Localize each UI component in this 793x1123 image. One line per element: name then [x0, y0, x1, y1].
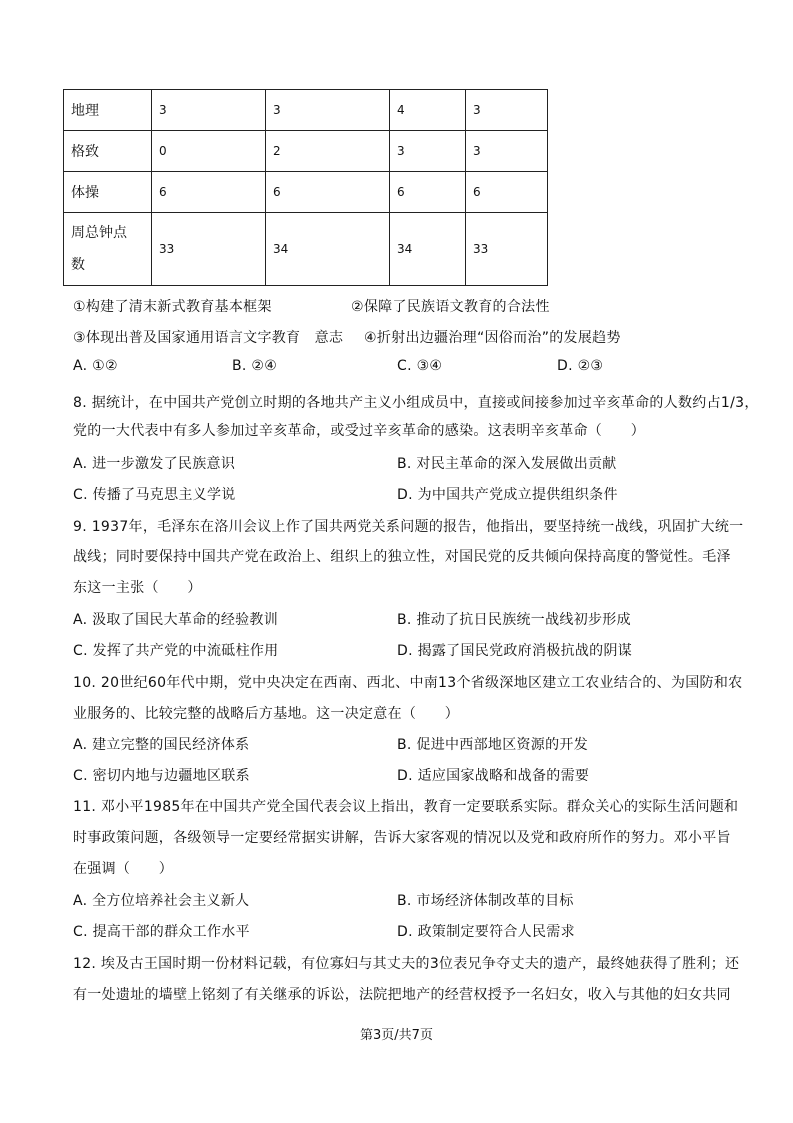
question-text: 12. 埃及古王国时期一份材料记载，有位寡妇与其丈夫的3位表兄争夺丈夫的遗产，最终她获得了胜利；还 [73, 956, 740, 972]
question-text: 党的一大代表中有多人参加过辛亥革命，或受过辛亥革命的感染。这表明辛亥革命（ ） [73, 423, 645, 439]
option-c: C. ③④ [397, 358, 443, 374]
table-row [64, 172, 548, 213]
row-label: 体操 [64, 172, 152, 213]
table-cell: 3 [466, 131, 548, 172]
row-label-line: 周总钟点 [71, 225, 127, 241]
table-cell: 4 [390, 90, 466, 131]
row-label [64, 213, 152, 286]
table-row [64, 90, 548, 131]
option-d: D. 为中国共产党成立提供组织条件 [397, 487, 618, 503]
table-cell: 34 [266, 213, 390, 286]
statement: ①构建了清末新式教育基本框架 [73, 299, 272, 315]
table-cell: 6 [390, 172, 466, 213]
option-d: D. 揭露了国民党政府消极抗战的阴谋 [397, 643, 633, 659]
option-a: A. 建立完整的国民经济体系 [73, 737, 250, 753]
statement: ②保障了民族语文教育的合法性 [351, 299, 550, 315]
table-cell: 33 [466, 213, 548, 286]
table-cell: 6 [266, 172, 390, 213]
table-cell: 3 [152, 90, 266, 131]
row-label-line: 数 [71, 257, 85, 273]
question-text: 战线；同时要保持中国共产党在政治上、组织上的独立性，对国民党的反共倾向保持高度的警觉性。毛泽 [73, 549, 731, 565]
option-b: B. ②④ [232, 358, 278, 374]
option-d: D. ②③ [557, 358, 604, 374]
option-b: B. 促进中西部地区资源的开发 [397, 737, 589, 753]
table-row [64, 213, 548, 286]
option-b: B. 推动了抗日民族统一战线初步形成 [397, 612, 631, 628]
option-c: C. 密切内地与边疆地区联系 [73, 768, 250, 784]
question-text: 10. 20世纪60年代中期，党中央决定在西南、西北、中南13个省级深地区建立工农业结合的、为国防和农 [73, 675, 743, 691]
table-cell: 2 [266, 131, 390, 172]
statement: ④折射出边疆治理“因俗而治”的发展趋势 [364, 330, 621, 346]
option-a: A. 汲取了国民大革命的经验教训 [73, 612, 279, 628]
option-d: D. 政策制定要符合人民需求 [397, 924, 575, 940]
table-cell: 3 [466, 90, 548, 131]
option-c: C. 传播了马克思主义学说 [73, 487, 236, 503]
question-text: 8. 据统计，在中国共产党创立时期的各地共产主义小组成员中，直接或间接参加过辛亥革命的人数约占1/3， [73, 395, 759, 411]
page-number: 第3页/共7页 [360, 1028, 433, 1043]
table-cell: 3 [390, 131, 466, 172]
option-a: A. ①② [73, 358, 118, 374]
question-text: 业服务的、比较完整的战略后方基地。这一决定意在（ ） [73, 706, 460, 722]
question-text: 9. 1937年，毛泽东在洛川会议上作了国共两党关系问题的报告，他指出，要坚持统一战线，巩固扩大统一 [73, 519, 744, 535]
table-cell: 6 [152, 172, 266, 213]
table-cell: 34 [390, 213, 466, 286]
option-c: C. 提高干部的群众工作水平 [73, 924, 250, 940]
option-b: B. 对民主革命的深入发展做出贡献 [397, 456, 617, 472]
question-text: 有一处遗址的墙壁上铭刻了有关继承的诉讼，法院把地产的经营权授予一名妇女，收入与其他的妇女共同 [73, 987, 731, 1003]
table-cell: 33 [152, 213, 266, 286]
option-d: D. 适应国家战略和战备的需要 [397, 768, 590, 784]
option-a: A. 进一步激发了民族意识 [73, 456, 236, 472]
option-b: B. 市场经济体制改革的目标 [397, 893, 574, 909]
table-row [64, 131, 548, 172]
question-text: 11. 邓小平1985年在中国共产党全国代表会议上指出，教育一定要联系实际。群众关心的实际生活问题和 [73, 799, 739, 815]
row-label: 地理 [64, 90, 152, 131]
table-cell: 3 [266, 90, 390, 131]
option-a: A. 全方位培养社会主义新人 [73, 893, 250, 909]
row-label: 格致 [64, 131, 152, 172]
table-cell: 0 [152, 131, 266, 172]
question-text: 在强调（ ） [73, 861, 174, 877]
statement: ③体现出普及国家通用语言文字教育 意志 [73, 330, 344, 346]
table-cell: 6 [466, 172, 548, 213]
class-hours-table [63, 89, 548, 286]
question-text: 时事政策问题，各级领导一定要经常据实讲解，告诉大家客观的情况以及党和政府所作的努力。邓小平旨 [73, 830, 731, 846]
option-c: C. 发挥了共产党的中流砥柱作用 [73, 643, 279, 659]
question-text: 东这一主张（ ） [73, 580, 202, 596]
